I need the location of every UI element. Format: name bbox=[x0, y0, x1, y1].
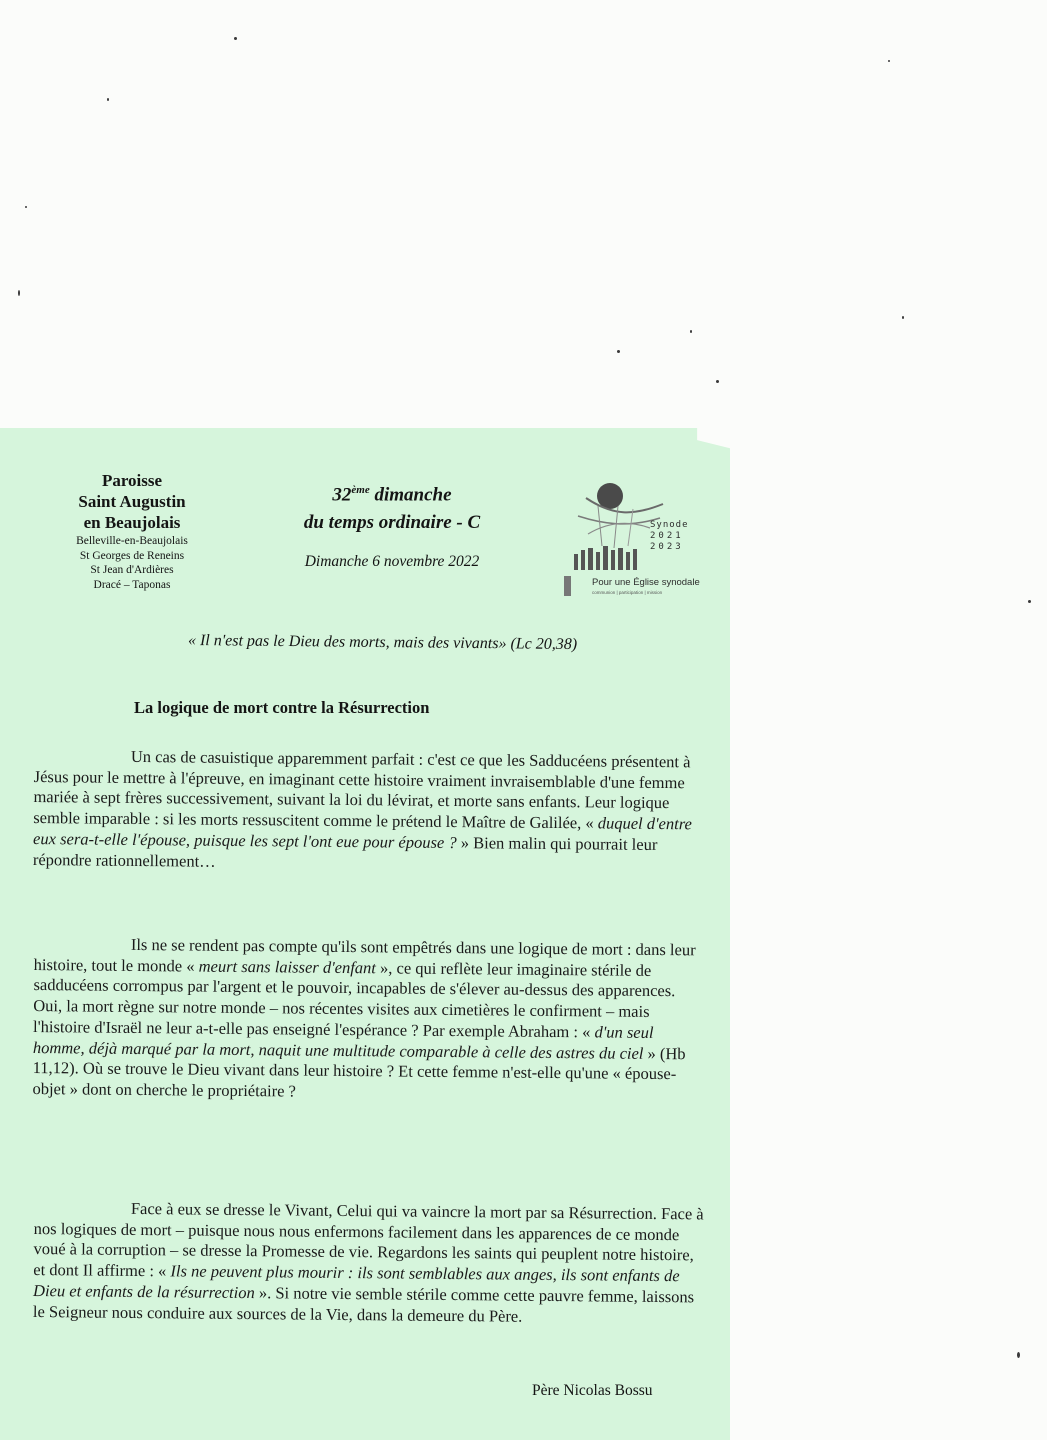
scan-speck bbox=[1028, 600, 1031, 603]
synod-label bbox=[650, 520, 689, 553]
parish-header bbox=[62, 470, 202, 592]
author-signature: Père Nicolas Bossu bbox=[532, 1382, 653, 1399]
paragraph-text: » (Hb 11,12). Où se trouve le Dieu vivant dans leur histoire ? Et cette femme n'est-elle qu'une « épouse-objet » dont on cherche le propriétaire ? bbox=[32, 1043, 686, 1101]
scan-speck bbox=[902, 316, 904, 319]
paragraph-quote: d'un seul homme, déjà marqué par la mort, naquit une multitude comparable à celle des astres du ciel bbox=[32, 1022, 654, 1063]
scan-speck bbox=[107, 98, 109, 101]
sunday-title bbox=[262, 476, 522, 537]
paragraph-text: Un cas de casuistique apparemment parfait : c'est ce que les Sadducéens présentent à Jésus pour le mettre à l'épreuve, en imaginant cette histoire vraiment invraisemblable d'une femme mariée à sept frères successivement, suivant la loi du lévirat, et morte sans enfants. Leur logique semble imparable : si les morts ressuscitent comme le prétend le Maître de Galilée, « bbox=[33, 746, 691, 833]
sunday-header bbox=[262, 476, 522, 571]
parish-town: Dracé – Taponas bbox=[93, 578, 171, 591]
sunday-ordinal-suffix: ème bbox=[351, 484, 370, 496]
parish-towns bbox=[62, 534, 202, 592]
synod-logo bbox=[558, 476, 728, 606]
paragraph-3 bbox=[33, 1198, 706, 1329]
scan-speck bbox=[25, 206, 27, 208]
paragraph-text: » Bien malin qui pourrait leur répondre rationnellement… bbox=[32, 832, 658, 871]
paragraph-quote: duquel d'entre eux sera-t-elle l'épouse, puisque les sept l'ont eue pour épouse ? bbox=[33, 813, 692, 852]
synod-years: 2021 2023 bbox=[650, 531, 684, 552]
scan-speck bbox=[617, 350, 620, 353]
paragraph-quote: meurt sans laisser d'enfant bbox=[198, 956, 377, 977]
parish-town: St Georges de Reneins bbox=[79, 549, 185, 562]
scan-speck bbox=[234, 37, 237, 40]
sunday-date: Dimanche 6 novembre 2022 bbox=[304, 553, 480, 571]
synod-subtitle: communion | participation | mission bbox=[592, 590, 663, 595]
sunday-ordinal: 32 bbox=[332, 484, 352, 506]
paragraph-text: Face à eux se dresse le Vivant, Celui qui va vaincre la mort par sa Résurrection. Face à nos logiques de mort – puisque nous nous enfermons facilement dans les apparences de ce monde voué à la corruption – se dresse la Promesse de vie. Regardons les saints qui peuplent notre histoire, et dont Il affirme : « bbox=[33, 1198, 704, 1281]
parish-town: Belleville-en-Beaujolais bbox=[76, 535, 188, 547]
parish-name: Paroisse Saint Augustin en Beaujolais bbox=[78, 471, 186, 532]
paragraph-1 bbox=[33, 746, 706, 877]
paragraph-quote: Ils ne peuvent plus mourir : ils sont semblables aux anges, ils sont enfants de Dieu et enfants de la résurrection bbox=[33, 1261, 680, 1302]
article-heading: La logique de mort contre la Résurrection bbox=[134, 698, 430, 717]
scan-speck bbox=[1017, 1352, 1020, 1358]
synod-tagline: Pour une Église synodale bbox=[592, 577, 700, 588]
paragraph-text: ». Si notre vie semble stérile comme cette pauvre femme, laissons le Seigneur nous conduire aux sources de la Vie, dans la demeure du Père. bbox=[32, 1282, 695, 1326]
scan-speck bbox=[716, 380, 719, 383]
scan-speck bbox=[18, 290, 20, 296]
paragraph-2 bbox=[32, 934, 706, 1106]
scan-speck bbox=[888, 60, 890, 62]
gospel-quote: « Il n'est pas le Dieu des morts, mais des vivants» (Lc 20,38) bbox=[187, 632, 578, 654]
scan-speck bbox=[690, 330, 692, 333]
synod-word: Synode bbox=[650, 520, 689, 530]
sunday-title-text: dimanche du temps ordinaire - C bbox=[303, 484, 481, 534]
paragraph-text: Ils ne se rendent pas compte qu'ils sont empêtrés dans une logique de mort : dans leur histoire, tout le monde « bbox=[33, 934, 696, 976]
parish-town: St Jean d'Ardières bbox=[90, 564, 174, 576]
paragraph-text: », ce qui reflète leur imaginaire stérile de sadducéens corrompus par l'argent et le pouvoir, incapables de s'élever au-dessus des apparences. Oui, la mort règne sur notre monde – nos récentes visites aux cimetières le confirment – mais l'histoire d'Israël ne leur a-t-elle pas enseigné l'espérance ? Par exemple Abraham : « bbox=[33, 957, 676, 1042]
